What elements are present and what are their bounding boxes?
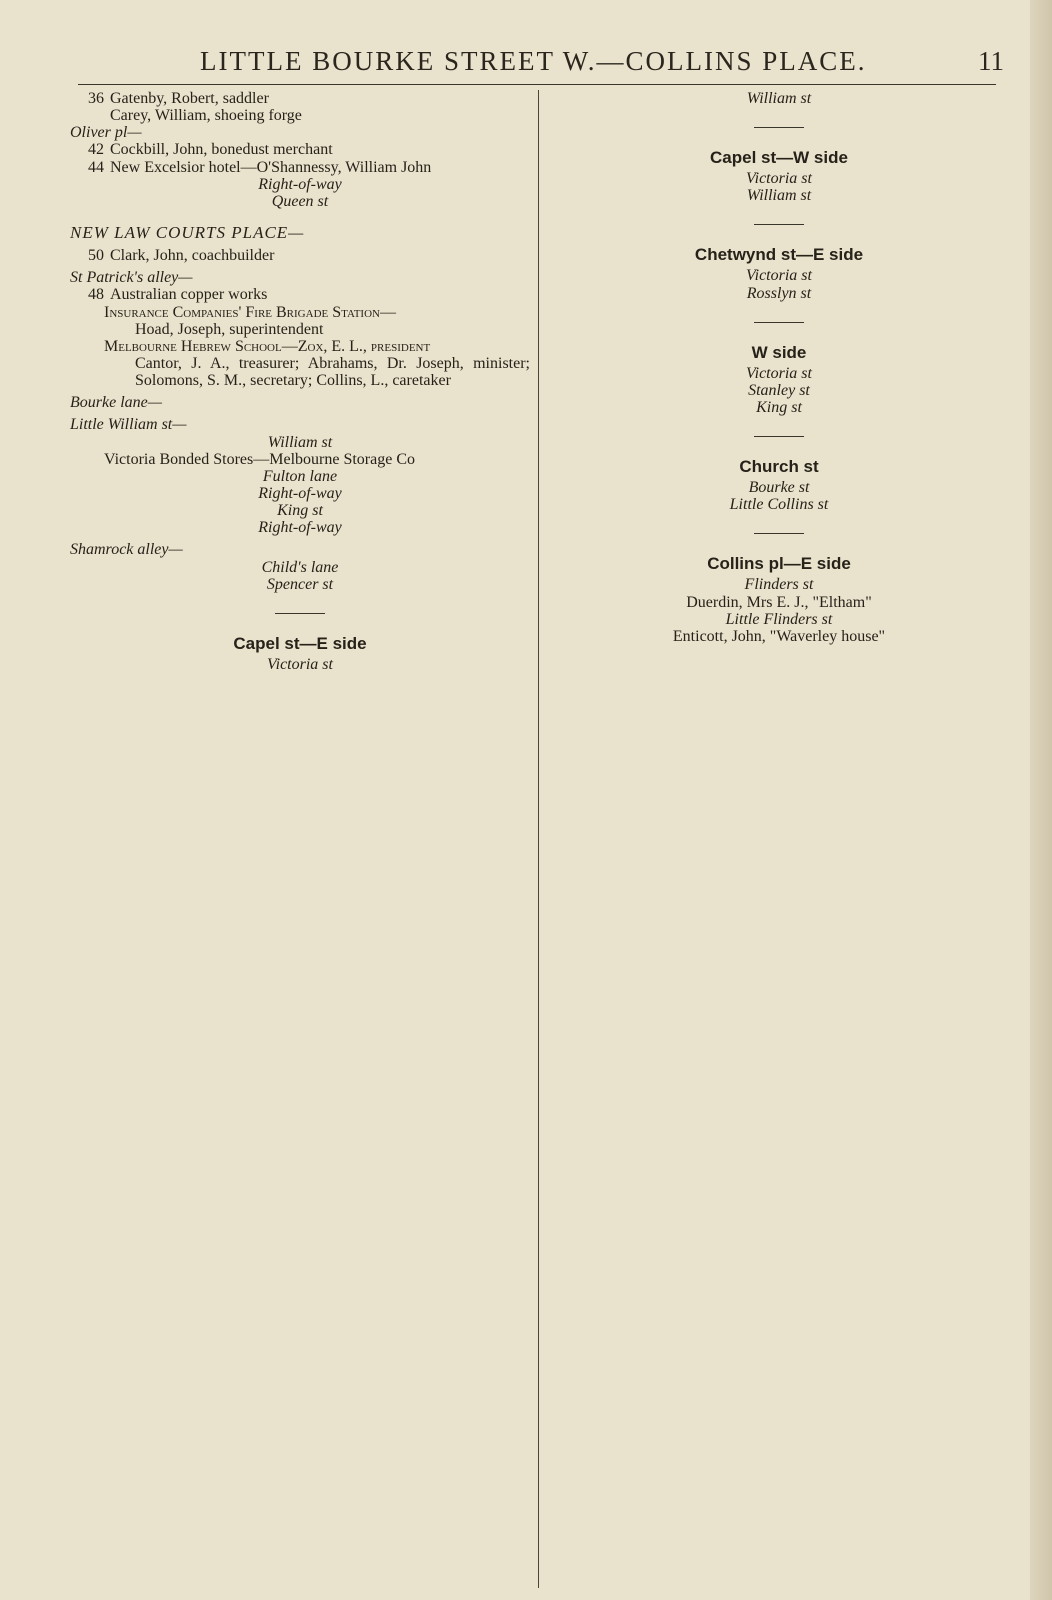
house-number: 48 bbox=[88, 286, 104, 304]
cross-street: Bourke st bbox=[748, 479, 810, 497]
entry-insurance-brigade: Insurance Companies' Fire Brigade Station— bbox=[104, 303, 396, 321]
left-column bbox=[70, 90, 530, 673]
entry-row bbox=[70, 247, 530, 264]
entry-duerdin: Duerdin, Mrs E. J., "Eltham" bbox=[686, 593, 872, 611]
cross-street: Little Collins st bbox=[729, 496, 829, 514]
cross-street: Right-of-way bbox=[258, 519, 342, 537]
house-number: 36 bbox=[88, 90, 104, 107]
section-little-william-st: Little William st— bbox=[70, 416, 187, 434]
cross-street: Victoria st bbox=[746, 364, 812, 382]
entry-insurance-superintendent: Hoad, Joseph, superintendent bbox=[135, 320, 324, 338]
cross-street: William st bbox=[746, 187, 812, 205]
heading-capel-st-e-side: Capel st—E side bbox=[233, 633, 367, 653]
cross-street: William st bbox=[746, 90, 812, 107]
cross-street: Right-of-way bbox=[258, 175, 342, 193]
cross-street: Right-of-way bbox=[258, 484, 342, 502]
entry-row bbox=[70, 159, 530, 176]
house-number: 42 bbox=[88, 141, 104, 159]
house-number: 50 bbox=[88, 247, 104, 265]
occupant: Cockbill, John, bonedust merchant bbox=[110, 141, 333, 159]
cross-street: Little Flinders st bbox=[725, 610, 833, 628]
entry-hebrew-school-officers: Cantor, J. A., treasurer; Abrahams, Dr. Joseph, minister; Solomons, S. M., secretary; Collins, L., caretaker bbox=[135, 354, 530, 390]
section-shamrock-alley: Shamrock alley— bbox=[70, 541, 183, 559]
heading-collins-pl-e-side: Collins pl—E side bbox=[707, 554, 851, 574]
header-rule bbox=[78, 84, 996, 85]
occupant: Australian copper works bbox=[110, 286, 268, 304]
cross-street: Victoria st bbox=[746, 170, 812, 188]
entry-row bbox=[70, 141, 530, 158]
page-number: 11 bbox=[978, 46, 1004, 76]
entry-victoria-bonded: Victoria Bonded Stores—Melbourne Storage Co bbox=[104, 450, 415, 468]
column-divider bbox=[538, 90, 539, 1588]
cross-street: Child's lane bbox=[261, 558, 339, 576]
entry-row bbox=[70, 107, 530, 124]
heading-chetwynd-st-e-side: Chetwynd st—E side bbox=[694, 245, 864, 265]
right-column bbox=[548, 90, 1010, 645]
section-st-patricks-alley: St Patrick's alley— bbox=[70, 269, 193, 287]
cross-street: Spencer st bbox=[266, 575, 334, 593]
occupant: New Excelsior hotel—O'Shannessy, William John bbox=[110, 158, 432, 176]
entry-48 bbox=[70, 286, 530, 303]
entry-row bbox=[70, 90, 530, 107]
entry-hebrew-school: Melbourne Hebrew School—Zox, E. L., president bbox=[104, 337, 431, 355]
cross-street: King st bbox=[277, 502, 323, 520]
house-number: 44 bbox=[88, 158, 104, 176]
section-oliver-pl: Oliver pl— bbox=[70, 124, 142, 142]
running-head: LITTLE BOURKE STREET W.—COLLINS PLACE. bbox=[200, 46, 867, 76]
page-edge bbox=[1030, 0, 1052, 1600]
section-new-law-courts-place: NEW LAW COURTS PLACE— bbox=[70, 222, 305, 242]
cross-street: William st bbox=[267, 433, 333, 451]
section-bourke-lane: Bourke lane— bbox=[70, 394, 162, 412]
occupant: Gatenby, Robert, saddler bbox=[110, 90, 269, 107]
occupant: Clark, John, coachbuilder bbox=[110, 247, 275, 265]
cross-street: Victoria st bbox=[267, 655, 333, 673]
cross-street: Fulton lane bbox=[262, 467, 338, 485]
cross-street: Rosslyn st bbox=[746, 284, 812, 302]
heading-w-side: W side bbox=[751, 342, 807, 362]
cross-street: King st bbox=[756, 398, 802, 416]
cross-street: Flinders st bbox=[744, 576, 814, 594]
cross-street: Victoria st bbox=[746, 267, 812, 285]
entry-enticott: Enticott, John, "Waverley house" bbox=[672, 627, 886, 645]
heading-church-st: Church st bbox=[739, 457, 819, 477]
heading-capel-st-w-side: Capel st—W side bbox=[710, 148, 848, 168]
occupant: Carey, William, shoeing forge bbox=[110, 107, 302, 125]
cross-street: Stanley st bbox=[748, 381, 810, 399]
cross-street: Queen st bbox=[271, 192, 329, 210]
